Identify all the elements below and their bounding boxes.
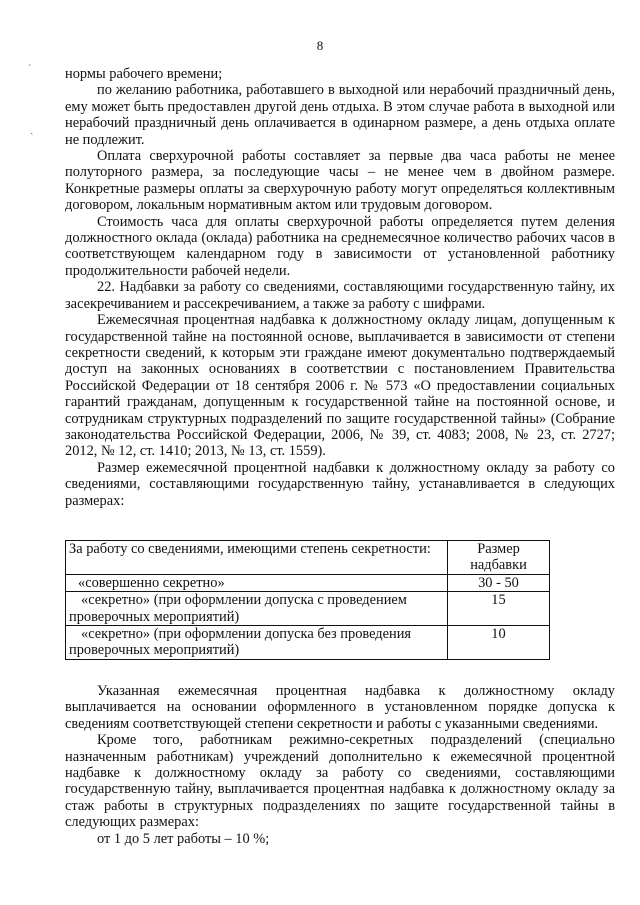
- paragraph: Оплата сверхурочной работы составляет за первые два часа работы не менее полуторного размера, за последующие часы – не менее чем в двойном размере. Конкретные размеры оплаты за сверхурочную работу могут определяться коллективным договором, локальным нормативным актом или трудовым договором.: [65, 148, 615, 214]
- table-cell-value: 30 - 50: [448, 574, 550, 591]
- table-header-left: За работу со сведениями, имеющими степень секретности:: [66, 541, 448, 575]
- paragraph: по желанию работника, работавшего в выходной или нерабочий праздничный день, ему может быть предоставлен другой день отдыха. В этом случае работа в выходной или нерабочий праздничный день оплачивается в одинарном размере, а день отдыха оплате не подлежит.: [65, 82, 615, 148]
- paragraph: от 1 до 5 лет работы – 10 %;: [97, 830, 270, 847]
- margin-scribble: ˏ: [30, 124, 34, 135]
- paragraph: 22. Надбавки за работу со сведениями, составляющими государственную тайну, их засекречиванием и рассекречиванием, а также за работу с шифрами.: [65, 279, 615, 312]
- allowance-table: [65, 540, 550, 660]
- paragraph: Размер ежемесячной процентной надбавки к должностному окладу за работу со сведениями, составляющими государственную тайну, устанавливается в следующих размерах:: [65, 459, 615, 509]
- table-cell-label: «секретно» (при оформлении допуска без проведения проверочных мероприятий): [66, 626, 448, 660]
- table-row: [66, 592, 550, 626]
- table-row: [66, 626, 550, 660]
- table-cell-value: 15: [448, 592, 550, 626]
- margin-scribble: ´: [28, 64, 32, 75]
- body-text-bottom: [65, 683, 615, 847]
- table-header-right: Размер надбавки: [448, 541, 550, 575]
- table-cell-label: «совершенно секретно»: [66, 574, 448, 591]
- table-cell-label: «секретно» (при оформлении допуска с проведением проверочных мероприятий): [66, 592, 448, 626]
- table-cell-value: 10: [448, 626, 550, 660]
- paragraph: Ежемесячная процентная надбавка к должностному окладу лицам, допущенным к государственной тайне на постоянной основе, выплачивается в зависимости от степени секретности сведений, к которым эти граждане имеют документально подтверждаемый доступ на законных основаниях в соответствии с постановлением Правительства Российской Федерации от 18 сентября 2006 г. № 573 «О предоставлении социальных гарантий гражданам, допущенным к государственной тайне на постоянной основе, и сотрудникам структурных подразделений по защите государственной тайны» (Собрание законодательства Российской Федерации, 2006, № 39, ст. 4083; 2008, № 23, ст. 2727; 2012, № 12, ст. 1410; 2013, № 13, ст. 1559).: [65, 312, 615, 460]
- table-row: [66, 574, 550, 591]
- page-number: 8: [316, 38, 324, 53]
- body-text-top: [65, 66, 615, 509]
- paragraph: Стоимость часа для оплаты сверхурочной работы определяется путем деления должностного оклада (оклада) работника на среднемесячное количество рабочих часов в соответствующем календарном году в зависимости от установленной работнику продолжительности рабочей недели.: [65, 213, 615, 279]
- paragraph: нормы рабочего времени;: [65, 66, 223, 82]
- paragraph: Указанная ежемесячная процентная надбавка к должностному окладу выплачивается на основании оформленного в установленном порядке допуска к сведениям соответствующей степени секретности и работы с указанными сведениями.: [65, 683, 615, 732]
- paragraph: Кроме того, работникам режимно-секретных подразделений (специально назначенным работникам) учреждений дополнительно к ежемесячной процентной надбавке к должностному окладу за работу со сведениями, составляющими государственную тайну, выплачивается процентная надбавка к должностному окладу за стаж работы в структурных подразделениях по защите государственной тайны в следующих размерах:: [65, 732, 615, 831]
- table-header-row: [66, 541, 550, 575]
